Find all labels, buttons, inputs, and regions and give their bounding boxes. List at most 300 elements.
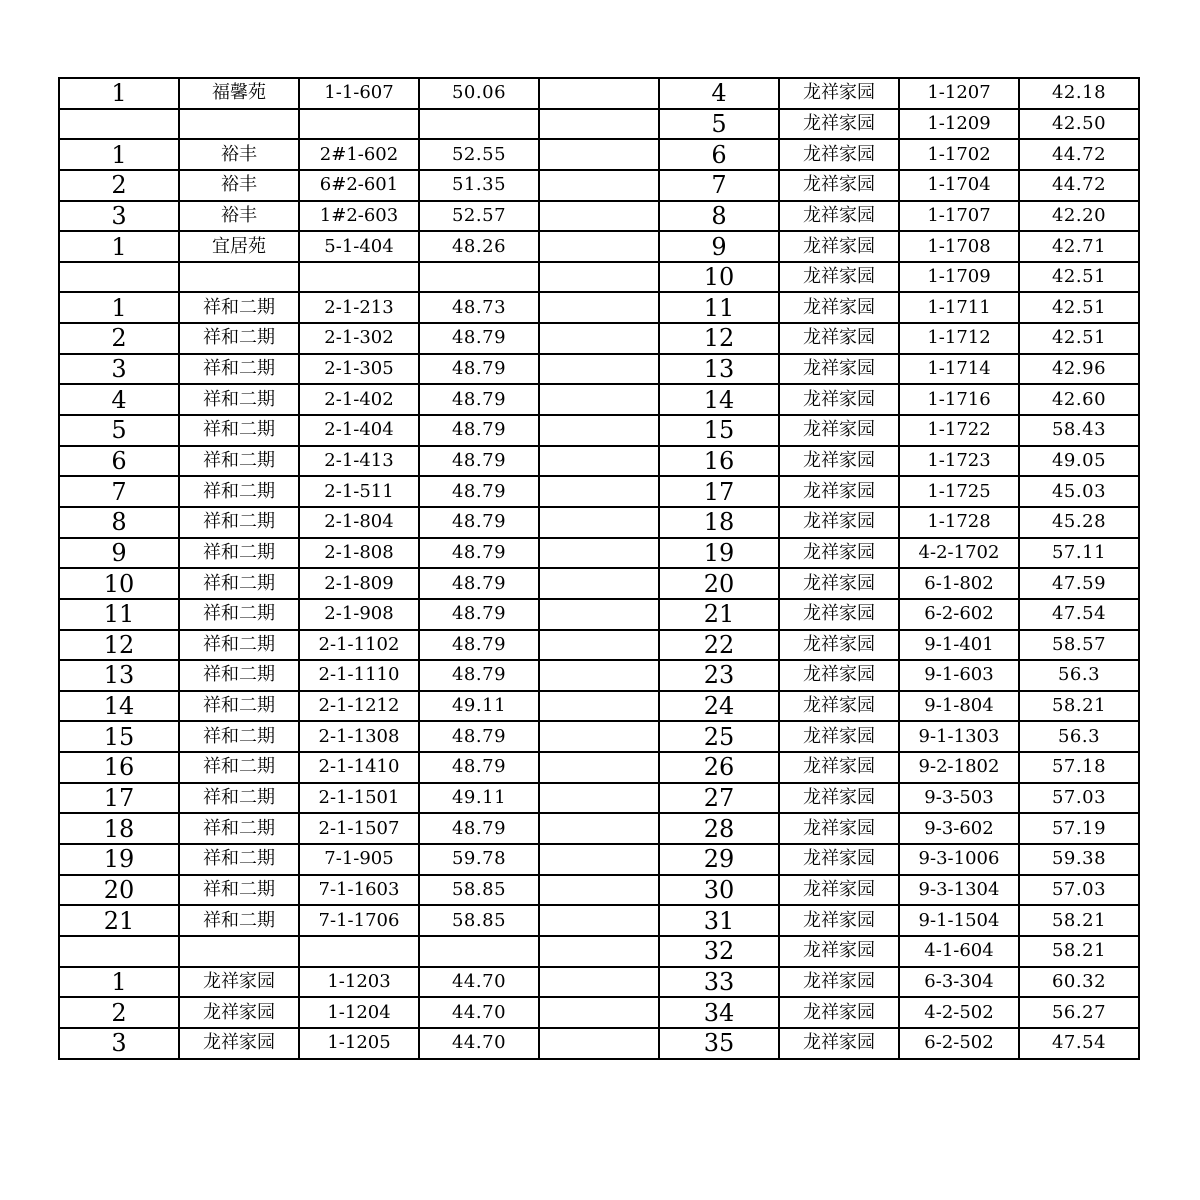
blank-divider-cell (539, 78, 659, 109)
left-serial-number-cell: 1 (59, 231, 179, 262)
table-row (59, 1028, 1139, 1059)
left-unit-number-cell: 2-1-1507 (299, 813, 419, 844)
left-unit-number-cell: 7-1-1706 (299, 905, 419, 936)
left-unit-number-cell: 2-1-1212 (299, 691, 419, 722)
left-unit-number-cell: 7-1-905 (299, 844, 419, 875)
left-unit-number-cell (299, 262, 419, 293)
blank-divider-cell (539, 630, 659, 661)
right-serial-number-cell: 5 (659, 109, 779, 140)
right-community-name-cell: 龙祥家园 (779, 292, 899, 323)
table-row (59, 170, 1139, 201)
right-serial-number-cell: 9 (659, 231, 779, 262)
right-community-name-cell: 龙祥家园 (779, 262, 899, 293)
right-community-name-cell: 龙祥家园 (779, 1028, 899, 1059)
left-unit-number-cell: 2-1-404 (299, 415, 419, 446)
right-floor-area-cell: 45.28 (1019, 507, 1139, 538)
left-serial-number-cell: 10 (59, 568, 179, 599)
table-row (59, 813, 1139, 844)
right-community-name-cell: 龙祥家园 (779, 476, 899, 507)
left-floor-area-cell: 50.06 (419, 78, 539, 109)
right-community-name-cell: 龙祥家园 (779, 630, 899, 661)
table-row (59, 446, 1139, 477)
right-floor-area-cell: 56.3 (1019, 660, 1139, 691)
table-row (59, 384, 1139, 415)
right-floor-area-cell: 57.11 (1019, 538, 1139, 569)
left-unit-number-cell: 2-1-1308 (299, 721, 419, 752)
right-community-name-cell: 龙祥家园 (779, 783, 899, 814)
right-unit-number-cell: 1-1722 (899, 415, 1019, 446)
left-floor-area-cell: 49.11 (419, 691, 539, 722)
right-community-name-cell: 龙祥家园 (779, 78, 899, 109)
right-floor-area-cell: 56.3 (1019, 721, 1139, 752)
left-floor-area-cell: 48.79 (419, 568, 539, 599)
right-unit-number-cell: 1-1723 (899, 446, 1019, 477)
left-floor-area-cell: 48.79 (419, 813, 539, 844)
left-floor-area-cell: 48.79 (419, 538, 539, 569)
left-floor-area-cell: 51.35 (419, 170, 539, 201)
blank-divider-cell (539, 231, 659, 262)
right-unit-number-cell: 4-2-1702 (899, 538, 1019, 569)
right-unit-number-cell: 1-1707 (899, 201, 1019, 232)
left-serial-number-cell: 12 (59, 630, 179, 661)
blank-divider-cell (539, 476, 659, 507)
right-community-name-cell: 龙祥家园 (779, 721, 899, 752)
table-row (59, 630, 1139, 661)
right-serial-number-cell: 35 (659, 1028, 779, 1059)
left-serial-number-cell: 2 (59, 323, 179, 354)
right-unit-number-cell: 9-1-1303 (899, 721, 1019, 752)
right-floor-area-cell: 56.27 (1019, 997, 1139, 1028)
right-floor-area-cell: 57.03 (1019, 783, 1139, 814)
right-community-name-cell: 龙祥家园 (779, 170, 899, 201)
left-serial-number-cell: 5 (59, 415, 179, 446)
table-row (59, 354, 1139, 385)
left-floor-area-cell: 48.79 (419, 630, 539, 661)
right-floor-area-cell: 42.51 (1019, 262, 1139, 293)
left-serial-number-cell: 9 (59, 538, 179, 569)
left-community-name-cell: 龙祥家园 (179, 1028, 299, 1059)
right-serial-number-cell: 31 (659, 905, 779, 936)
table-row (59, 538, 1139, 569)
left-serial-number-cell: 3 (59, 1028, 179, 1059)
right-community-name-cell: 龙祥家园 (779, 201, 899, 232)
left-community-name-cell: 裕丰 (179, 139, 299, 170)
right-floor-area-cell: 58.57 (1019, 630, 1139, 661)
left-floor-area-cell: 48.79 (419, 446, 539, 477)
right-community-name-cell: 龙祥家园 (779, 323, 899, 354)
left-floor-area-cell: 48.79 (419, 323, 539, 354)
table-row (59, 783, 1139, 814)
right-unit-number-cell: 4-2-502 (899, 997, 1019, 1028)
blank-divider-cell (539, 599, 659, 630)
table-body (59, 78, 1139, 1059)
right-serial-number-cell: 30 (659, 875, 779, 906)
right-community-name-cell: 龙祥家园 (779, 660, 899, 691)
left-community-name-cell: 祥和二期 (179, 905, 299, 936)
table-row (59, 599, 1139, 630)
left-serial-number-cell: 16 (59, 752, 179, 783)
right-unit-number-cell: 6-3-304 (899, 967, 1019, 998)
right-community-name-cell: 龙祥家园 (779, 599, 899, 630)
blank-divider-cell (539, 384, 659, 415)
left-unit-number-cell: 1-1205 (299, 1028, 419, 1059)
table-row (59, 997, 1139, 1028)
right-floor-area-cell: 57.18 (1019, 752, 1139, 783)
left-unit-number-cell: 2-1-908 (299, 599, 419, 630)
left-community-name-cell: 祥和二期 (179, 323, 299, 354)
table-row (59, 721, 1139, 752)
left-unit-number-cell: 2-1-213 (299, 292, 419, 323)
table-row (59, 875, 1139, 906)
right-floor-area-cell: 58.43 (1019, 415, 1139, 446)
left-unit-number-cell (299, 936, 419, 967)
right-unit-number-cell: 9-1-804 (899, 691, 1019, 722)
right-unit-number-cell: 1-1207 (899, 78, 1019, 109)
right-floor-area-cell: 57.19 (1019, 813, 1139, 844)
right-serial-number-cell: 8 (659, 201, 779, 232)
right-community-name-cell: 龙祥家园 (779, 936, 899, 967)
left-serial-number-cell: 2 (59, 997, 179, 1028)
left-unit-number-cell: 5-1-404 (299, 231, 419, 262)
right-community-name-cell: 龙祥家园 (779, 844, 899, 875)
left-community-name-cell: 祥和二期 (179, 507, 299, 538)
left-serial-number-cell: 18 (59, 813, 179, 844)
right-unit-number-cell: 6-2-602 (899, 599, 1019, 630)
left-serial-number-cell: 6 (59, 446, 179, 477)
left-floor-area-cell: 48.79 (419, 507, 539, 538)
left-community-name-cell: 祥和二期 (179, 292, 299, 323)
right-serial-number-cell: 20 (659, 568, 779, 599)
right-unit-number-cell: 9-2-1802 (899, 752, 1019, 783)
right-serial-number-cell: 26 (659, 752, 779, 783)
left-serial-number-cell: 15 (59, 721, 179, 752)
right-serial-number-cell: 10 (659, 262, 779, 293)
right-community-name-cell: 龙祥家园 (779, 997, 899, 1028)
left-floor-area-cell: 44.70 (419, 1028, 539, 1059)
blank-divider-cell (539, 997, 659, 1028)
left-community-name-cell: 祥和二期 (179, 875, 299, 906)
right-floor-area-cell: 58.21 (1019, 905, 1139, 936)
right-floor-area-cell: 42.51 (1019, 323, 1139, 354)
table-row (59, 660, 1139, 691)
blank-divider-cell (539, 109, 659, 140)
right-floor-area-cell: 57.03 (1019, 875, 1139, 906)
right-floor-area-cell: 47.54 (1019, 599, 1139, 630)
left-community-name-cell: 祥和二期 (179, 813, 299, 844)
left-unit-number-cell: 2-1-302 (299, 323, 419, 354)
left-serial-number-cell: 20 (59, 875, 179, 906)
blank-divider-cell (539, 783, 659, 814)
left-floor-area-cell: 48.79 (419, 599, 539, 630)
left-unit-number-cell (299, 109, 419, 140)
blank-divider-cell (539, 967, 659, 998)
left-community-name-cell: 福馨苑 (179, 78, 299, 109)
left-community-name-cell: 祥和二期 (179, 783, 299, 814)
right-community-name-cell: 龙祥家园 (779, 507, 899, 538)
left-unit-number-cell: 1-1-607 (299, 78, 419, 109)
right-floor-area-cell: 47.59 (1019, 568, 1139, 599)
left-serial-number-cell: 7 (59, 476, 179, 507)
left-floor-area-cell: 58.85 (419, 875, 539, 906)
table-row (59, 844, 1139, 875)
left-unit-number-cell: 2#1-602 (299, 139, 419, 170)
blank-divider-cell (539, 446, 659, 477)
left-serial-number-cell: 1 (59, 78, 179, 109)
right-community-name-cell: 龙祥家园 (779, 354, 899, 385)
right-unit-number-cell: 9-3-503 (899, 783, 1019, 814)
right-serial-number-cell: 19 (659, 538, 779, 569)
left-unit-number-cell: 2-1-809 (299, 568, 419, 599)
right-serial-number-cell: 32 (659, 936, 779, 967)
blank-divider-cell (539, 139, 659, 170)
right-serial-number-cell: 7 (659, 170, 779, 201)
blank-divider-cell (539, 323, 659, 354)
left-community-name-cell: 祥和二期 (179, 660, 299, 691)
left-community-name-cell: 祥和二期 (179, 568, 299, 599)
right-serial-number-cell: 18 (659, 507, 779, 538)
left-serial-number-cell (59, 262, 179, 293)
left-floor-area-cell: 48.79 (419, 752, 539, 783)
left-unit-number-cell: 2-1-305 (299, 354, 419, 385)
right-unit-number-cell: 1-1708 (899, 231, 1019, 262)
right-floor-area-cell: 42.20 (1019, 201, 1139, 232)
blank-divider-cell (539, 813, 659, 844)
table-row (59, 292, 1139, 323)
right-serial-number-cell: 33 (659, 967, 779, 998)
left-serial-number-cell: 3 (59, 201, 179, 232)
left-serial-number-cell: 1 (59, 139, 179, 170)
table-row (59, 231, 1139, 262)
left-serial-number-cell: 21 (59, 905, 179, 936)
table-row (59, 476, 1139, 507)
right-unit-number-cell: 1-1702 (899, 139, 1019, 170)
right-serial-number-cell: 29 (659, 844, 779, 875)
right-floor-area-cell: 42.60 (1019, 384, 1139, 415)
right-unit-number-cell: 4-1-604 (899, 936, 1019, 967)
left-floor-area-cell: 49.11 (419, 783, 539, 814)
left-floor-area-cell: 48.79 (419, 384, 539, 415)
left-serial-number-cell: 1 (59, 967, 179, 998)
left-community-name-cell: 祥和二期 (179, 354, 299, 385)
left-community-name-cell: 祥和二期 (179, 446, 299, 477)
table-row (59, 262, 1139, 293)
right-serial-number-cell: 25 (659, 721, 779, 752)
left-floor-area-cell: 48.79 (419, 354, 539, 385)
right-floor-area-cell: 58.21 (1019, 936, 1139, 967)
left-community-name-cell: 祥和二期 (179, 476, 299, 507)
blank-divider-cell (539, 354, 659, 385)
right-floor-area-cell: 42.50 (1019, 109, 1139, 140)
table-row (59, 936, 1139, 967)
left-serial-number-cell: 2 (59, 170, 179, 201)
right-serial-number-cell: 28 (659, 813, 779, 844)
left-unit-number-cell: 2-1-1102 (299, 630, 419, 661)
left-community-name-cell: 裕丰 (179, 170, 299, 201)
blank-divider-cell (539, 201, 659, 232)
left-serial-number-cell: 4 (59, 384, 179, 415)
left-unit-number-cell: 2-1-413 (299, 446, 419, 477)
table-row (59, 323, 1139, 354)
left-floor-area-cell (419, 936, 539, 967)
right-serial-number-cell: 22 (659, 630, 779, 661)
left-unit-number-cell: 1-1203 (299, 967, 419, 998)
table-row (59, 415, 1139, 446)
left-unit-number-cell: 2-1-1501 (299, 783, 419, 814)
left-floor-area-cell: 48.79 (419, 415, 539, 446)
table-row (59, 507, 1139, 538)
right-community-name-cell: 龙祥家园 (779, 967, 899, 998)
blank-divider-cell (539, 170, 659, 201)
right-unit-number-cell: 1-1725 (899, 476, 1019, 507)
right-unit-number-cell: 9-1-401 (899, 630, 1019, 661)
right-unit-number-cell: 9-3-602 (899, 813, 1019, 844)
right-floor-area-cell: 45.03 (1019, 476, 1139, 507)
blank-divider-cell (539, 752, 659, 783)
left-unit-number-cell: 2-1-511 (299, 476, 419, 507)
right-floor-area-cell: 59.38 (1019, 844, 1139, 875)
right-community-name-cell: 龙祥家园 (779, 905, 899, 936)
left-floor-area-cell: 48.79 (419, 721, 539, 752)
left-unit-number-cell: 6#2-601 (299, 170, 419, 201)
right-unit-number-cell: 1-1209 (899, 109, 1019, 140)
blank-divider-cell (539, 507, 659, 538)
left-floor-area-cell: 48.26 (419, 231, 539, 262)
blank-divider-cell (539, 875, 659, 906)
table-row (59, 568, 1139, 599)
table-row (59, 691, 1139, 722)
right-community-name-cell: 龙祥家园 (779, 415, 899, 446)
left-community-name-cell (179, 109, 299, 140)
right-unit-number-cell: 1-1716 (899, 384, 1019, 415)
right-unit-number-cell: 6-1-802 (899, 568, 1019, 599)
left-community-name-cell: 龙祥家园 (179, 967, 299, 998)
right-floor-area-cell: 58.21 (1019, 691, 1139, 722)
right-floor-area-cell: 47.54 (1019, 1028, 1139, 1059)
table-row (59, 109, 1139, 140)
left-serial-number-cell: 11 (59, 599, 179, 630)
right-unit-number-cell: 9-3-1006 (899, 844, 1019, 875)
right-serial-number-cell: 27 (659, 783, 779, 814)
left-unit-number-cell: 1-1204 (299, 997, 419, 1028)
left-community-name-cell (179, 262, 299, 293)
left-serial-number-cell: 17 (59, 783, 179, 814)
right-community-name-cell: 龙祥家园 (779, 446, 899, 477)
blank-divider-cell (539, 660, 659, 691)
right-unit-number-cell: 1-1714 (899, 354, 1019, 385)
left-community-name-cell: 祥和二期 (179, 844, 299, 875)
right-community-name-cell: 龙祥家园 (779, 231, 899, 262)
left-community-name-cell: 裕丰 (179, 201, 299, 232)
right-unit-number-cell: 1-1711 (899, 292, 1019, 323)
right-community-name-cell: 龙祥家园 (779, 691, 899, 722)
left-floor-area-cell: 58.85 (419, 905, 539, 936)
left-community-name-cell: 祥和二期 (179, 630, 299, 661)
left-serial-number-cell: 8 (59, 507, 179, 538)
right-floor-area-cell: 42.18 (1019, 78, 1139, 109)
left-community-name-cell: 祥和二期 (179, 538, 299, 569)
blank-divider-cell (539, 936, 659, 967)
right-serial-number-cell: 24 (659, 691, 779, 722)
blank-divider-cell (539, 1028, 659, 1059)
right-serial-number-cell: 14 (659, 384, 779, 415)
right-community-name-cell: 龙祥家园 (779, 568, 899, 599)
left-serial-number-cell (59, 109, 179, 140)
left-community-name-cell: 祥和二期 (179, 415, 299, 446)
left-community-name-cell: 祥和二期 (179, 384, 299, 415)
right-community-name-cell: 龙祥家园 (779, 109, 899, 140)
right-floor-area-cell: 42.71 (1019, 231, 1139, 262)
table-row (59, 752, 1139, 783)
right-unit-number-cell: 1-1709 (899, 262, 1019, 293)
right-unit-number-cell: 9-1-603 (899, 660, 1019, 691)
blank-divider-cell (539, 415, 659, 446)
blank-divider-cell (539, 905, 659, 936)
left-floor-area-cell: 44.70 (419, 967, 539, 998)
table-row (59, 78, 1139, 109)
left-floor-area-cell: 48.79 (419, 476, 539, 507)
left-serial-number-cell (59, 936, 179, 967)
right-community-name-cell: 龙祥家园 (779, 752, 899, 783)
right-floor-area-cell: 44.72 (1019, 170, 1139, 201)
blank-divider-cell (539, 568, 659, 599)
right-floor-area-cell: 44.72 (1019, 139, 1139, 170)
right-serial-number-cell: 15 (659, 415, 779, 446)
right-serial-number-cell: 23 (659, 660, 779, 691)
blank-divider-cell (539, 844, 659, 875)
left-unit-number-cell: 7-1-1603 (299, 875, 419, 906)
right-serial-number-cell: 34 (659, 997, 779, 1028)
left-unit-number-cell: 2-1-1410 (299, 752, 419, 783)
left-community-name-cell: 祥和二期 (179, 752, 299, 783)
left-floor-area-cell: 48.73 (419, 292, 539, 323)
left-unit-number-cell: 2-1-808 (299, 538, 419, 569)
left-floor-area-cell: 44.70 (419, 997, 539, 1028)
right-serial-number-cell: 11 (659, 292, 779, 323)
right-floor-area-cell: 49.05 (1019, 446, 1139, 477)
left-floor-area-cell: 52.55 (419, 139, 539, 170)
blank-divider-cell (539, 721, 659, 752)
right-unit-number-cell: 1-1728 (899, 507, 1019, 538)
right-unit-number-cell: 6-2-502 (899, 1028, 1019, 1059)
left-floor-area-cell: 59.78 (419, 844, 539, 875)
left-floor-area-cell: 48.79 (419, 660, 539, 691)
right-unit-number-cell: 1-1712 (899, 323, 1019, 354)
left-community-name-cell: 祥和二期 (179, 599, 299, 630)
right-serial-number-cell: 4 (659, 78, 779, 109)
left-serial-number-cell: 19 (59, 844, 179, 875)
left-serial-number-cell: 3 (59, 354, 179, 385)
right-community-name-cell: 龙祥家园 (779, 384, 899, 415)
right-serial-number-cell: 21 (659, 599, 779, 630)
right-community-name-cell: 龙祥家园 (779, 813, 899, 844)
left-community-name-cell (179, 936, 299, 967)
left-community-name-cell: 祥和二期 (179, 691, 299, 722)
right-serial-number-cell: 6 (659, 139, 779, 170)
left-serial-number-cell: 14 (59, 691, 179, 722)
table-row (59, 967, 1139, 998)
right-community-name-cell: 龙祥家园 (779, 139, 899, 170)
left-community-name-cell: 宜居苑 (179, 231, 299, 262)
left-serial-number-cell: 1 (59, 292, 179, 323)
blank-divider-cell (539, 538, 659, 569)
left-floor-area-cell (419, 262, 539, 293)
left-unit-number-cell: 1#2-603 (299, 201, 419, 232)
right-community-name-cell: 龙祥家园 (779, 875, 899, 906)
blank-divider-cell (539, 262, 659, 293)
left-unit-number-cell: 2-1-402 (299, 384, 419, 415)
left-floor-area-cell: 52.57 (419, 201, 539, 232)
right-floor-area-cell: 42.96 (1019, 354, 1139, 385)
